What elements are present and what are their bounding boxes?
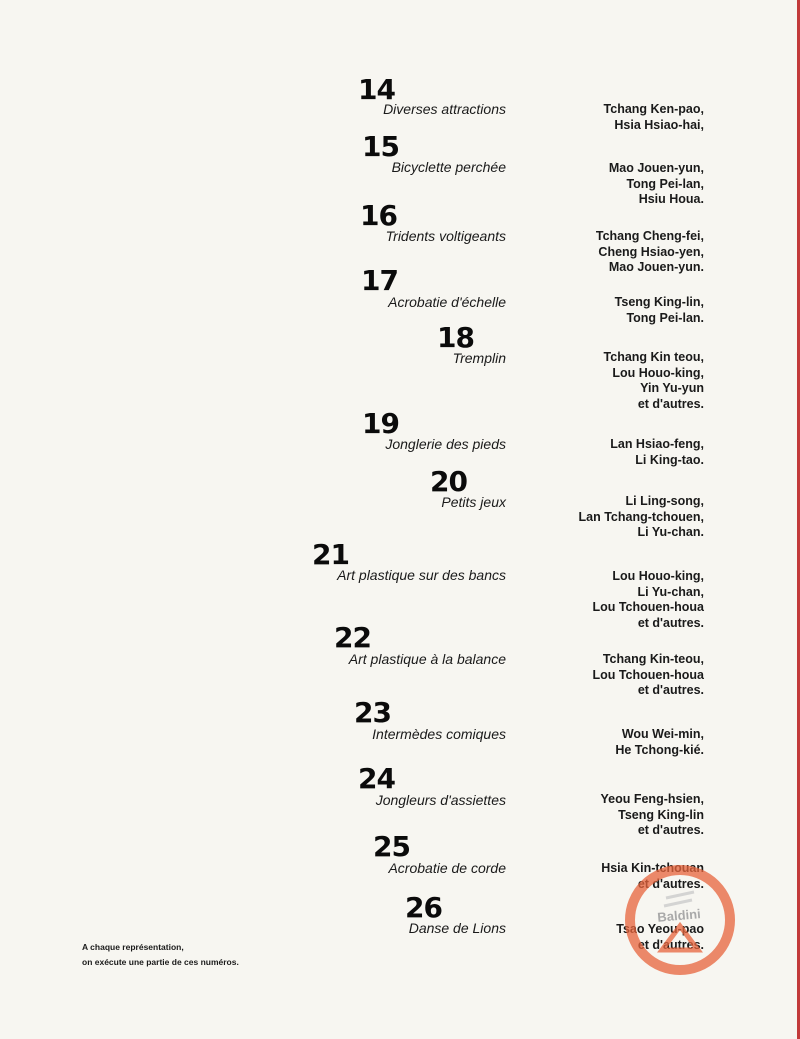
performer-name: et d'autres. [637,937,704,952]
performer-name: Tseng King-lin [618,807,704,822]
performer-name: Tsao Yeou-pao [616,922,704,936]
act-title: Tremplin [452,350,506,366]
performer-name: Mao Jouen-yun, [608,161,704,175]
performer-name: et d'autres. [637,683,704,697]
act-performers [464,792,704,839]
act-number: 25 [373,830,410,863]
act-performers [464,727,704,758]
performer-name: Lan Tchang-tchouen, [578,509,704,524]
performer-name: Lou Tchouen-houa [592,600,704,614]
act-title: Acrobatie d'échelle [388,294,506,310]
act-performers [464,295,704,326]
act-performers [464,437,704,468]
act-number: 14 [358,73,395,106]
act-title: Jongleurs d'assiettes [375,792,506,808]
act-title: Bicyclette perchée [391,159,506,175]
performer-name: Tong Pei-lan. [626,310,704,325]
performer-name: Wou Wei-min, [621,727,704,741]
performer-name: Li Yu-chan. [637,525,704,539]
act-performers [464,102,704,133]
watermark-text: Baldini [656,906,702,925]
act-performers [464,161,704,208]
performer-name: Lou Houo-king, [612,569,704,583]
footnote [82,940,239,970]
performer-name: He Tchong-kié. [615,742,704,757]
performer-name: Lan Hsiao-feng, [610,437,704,451]
performer-name: Hsia Kin-tchouan [601,861,704,875]
act-title: Jonglerie des pieds [385,436,506,452]
act-performers [464,652,704,699]
performer-name: et d'autres. [637,823,704,837]
performer-name: Tong Pei-lan, [626,176,704,191]
performer-name: Mao Jouen-yun. [608,260,704,274]
act-number: 24 [358,762,395,795]
act-performers [464,350,704,412]
performer-name: Li Ling-song, [625,494,704,508]
performer-name: Hsia Hsiao-hai, [614,117,704,132]
performer-name: Li Yu-chan, [637,584,704,599]
act-number: 23 [354,696,391,729]
performer-name: Tchang Kin-teou, [602,652,704,666]
act-title: Art plastique sur des bancs [337,567,506,583]
act-number: 26 [405,891,442,924]
act-number: 15 [362,130,399,163]
act-title: Acrobatie de corde [388,860,506,876]
act-number: 17 [361,264,398,297]
act-number: 21 [312,538,349,571]
act-performers [464,494,704,541]
act-number: 20 [430,465,467,498]
performer-name: et d'autres. [637,615,704,630]
act-title: Intermèdes comiques [372,726,506,742]
performer-name: Yeou Feng-hsien, [600,792,704,806]
performer-name: et d'autres. [637,396,704,411]
performer-name: et d'autres. [637,876,704,891]
act-title: Danse de Lions [408,920,506,936]
performer-name: Lou Houo-king, [612,365,704,380]
performer-name: Hsiu Houa. [638,192,704,206]
act-title: Diverses attractions [383,101,506,117]
act-number: 18 [437,321,474,354]
act-number: 22 [334,621,371,654]
performer-name: Lou Tchouen-houa [592,667,704,682]
footnote-line: A chaque représentation, [82,942,184,952]
act-number: 19 [362,407,399,440]
performer-name: Tchang Kin teou, [603,350,704,364]
act-number: 16 [360,199,397,232]
performer-name: Tchang Ken-pao, [603,102,704,116]
act-title: Petits jeux [441,494,506,510]
act-performers [464,569,704,631]
performer-name: Yin Yu-yun [640,381,704,395]
act-title: Art plastique à la balance [348,651,506,667]
performer-name: Tchang Cheng-fei, [595,229,704,243]
performer-name: Tseng King-lin, [614,295,704,309]
footnote-line: on exécute une partie de ces numéros. [82,957,239,967]
act-title: Tridents voltigeants [385,228,506,244]
performer-name: Li King-tao. [635,452,704,467]
performer-name: Cheng Hsiao-yen, [598,244,704,259]
